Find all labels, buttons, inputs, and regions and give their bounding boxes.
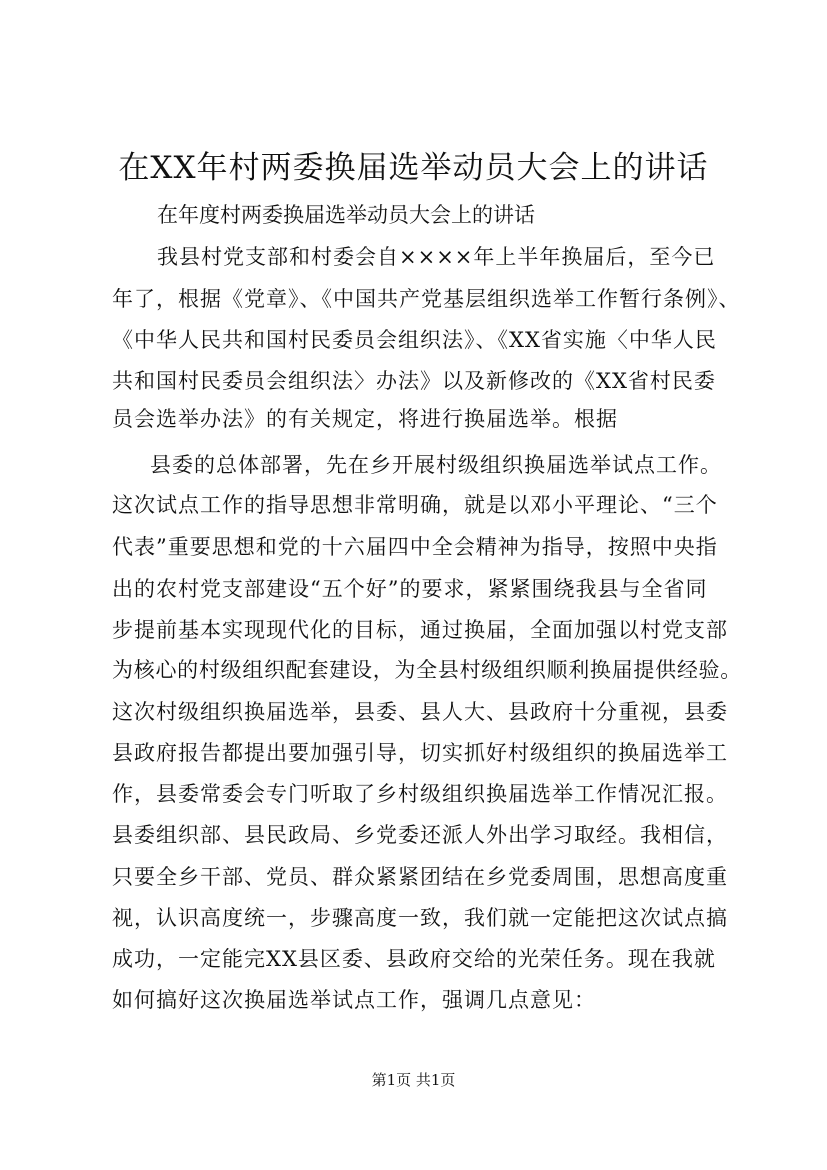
body-line: 步提前基本实现现代化的目标，通过换届，全面加强以村党支部 [112,618,728,642]
body-line: 这次村级组织换届选举，县委、县人大、县政府十分重视，县委 [112,700,728,724]
body-line: 代表”重要思想和党的十六届四中全会精神为指导，按照中央指 [112,535,718,559]
body-line: 我县村党支部和村委会自××××年上半年换届后，至今已 [157,245,716,269]
body-line: 县委组织部、县民政局、乡党委还派人外出学习取经。我相信， [112,823,728,847]
body-line: 成功，一定能完XX县区委、县政府交给的光荣任务。现在我就 [112,947,716,971]
body-line: 只要全乡干部、党员、群众紧紧团结在乡党委周围，思想高度重 [112,865,728,889]
body-line: 共和国村民委员会组织法〉办法》以及新修改的《XX省村民委 [112,369,716,393]
body-line: 为核心的村级组织配套建设，为全县村级组织顺利换届提供经验。 [112,658,742,682]
body-line: 县政府报告都提出要加强引导，切实抓好村级组织的换届选举工 [112,741,728,765]
document-title: 在XX年村两委换届选举动员大会上的讲话 [118,150,709,186]
body-line: 县委的总体部署，先在乡开展村级组织换届选举试点工作。 [150,453,722,477]
document-subtitle: 在年度村两委换届选举动员大会上的讲话 [157,203,535,227]
body-line: 这次试点工作的指导思想非常明确，就是以邓小平理论、“三个 [112,493,718,517]
body-line: 员会选举办法》的有关规定，将进行换届选举。根据 [112,407,618,431]
body-line: 作，县委常委会专门听取了乡村级组织换届选举工作情况汇报。 [112,782,728,806]
body-line: 出的农村党支部建设“五个好”的要求，紧紧围绕我县与全省同 [112,577,708,601]
body-line: 《中华人民共和国村民委员会组织法》、《XX省实施〈中华人民 [112,328,717,352]
body-line: 如何搞好这次换届选举试点工作，强调几点意见： [112,988,596,1012]
body-line: 年了，根据《党章》、《中国共产党基层组织选举工作暂行条例》、 [112,287,741,311]
body-line: 视，认识高度统一，步骤高度一致，我们就一定能把这次试点搞 [112,906,728,930]
page-number-footer: 第1页 共1页 [371,1071,456,1089]
